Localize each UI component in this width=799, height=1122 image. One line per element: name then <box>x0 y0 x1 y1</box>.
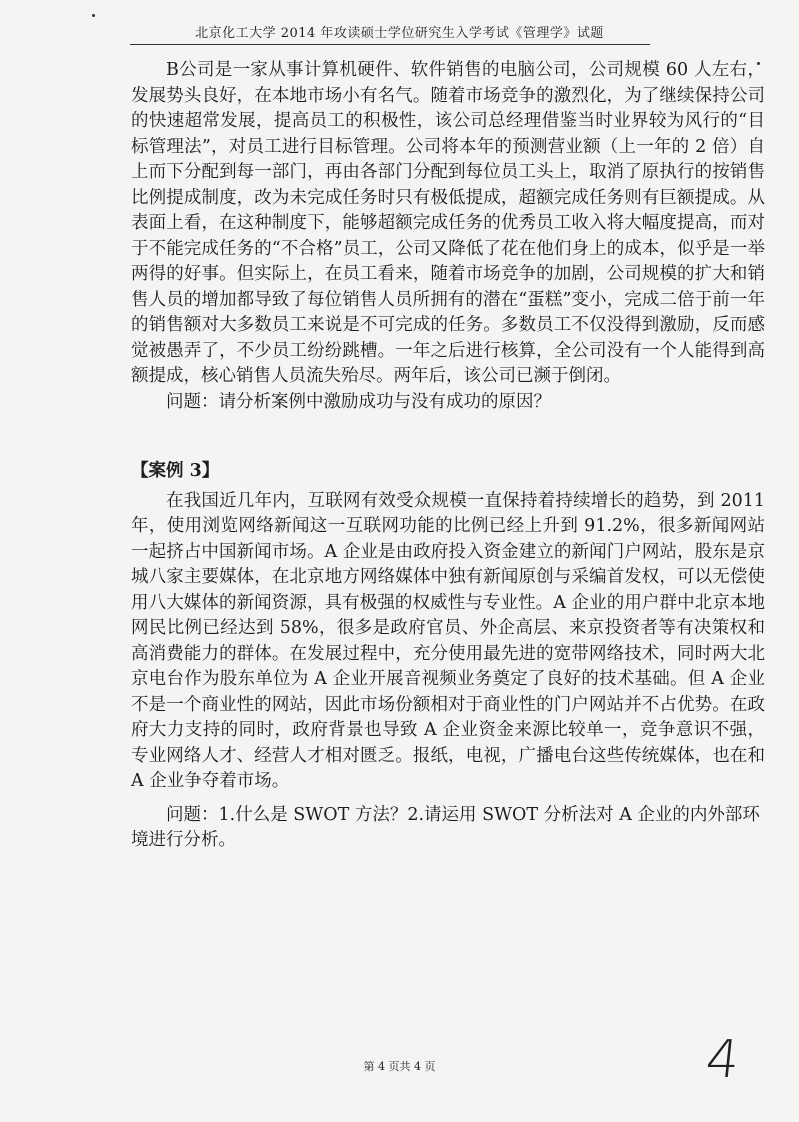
case3-body: 在我国近几年内，互联网有效受众规模一直保持着持续增长的趋势，到 2011 年，使用浏览网络新闻这一互联网功能的比例已经上升到 91.2%，很多新闻网站一起挤占中国新闻市场。A 企业是由政府投入资金建立的新闻门户网站，股东是京城八家主要媒体，在北京地方网络媒体中独有新闻原创与采编首发权，可以无偿使用八大媒体的新闻资源，具有极强的权威性与专业性。A 企业的用户群中北京本地网民比例已经达到 58%，很多是政府官员、外企高层、来京投资者等有决策权和高消费能力的群体。在发展过程中，充分使用最先进的宽带网络技术，同时两大北京电台作为股东单位为 A 企业开展音视频业务奠定了良好的技术基础。但 A 企业不是一个商业性的网站，因此市场份额相对于商业性的门户网站并不占优势。在政府大力支持的同时，政府背景也导致 A 企业资金来源比较单一，竞争意识不强，专业网络人才、经营人才相对匮乏。报纸，电视，广播电台这些传统媒体，也在和 A 企业争夺着市场。 <box>131 490 765 791</box>
page-footer: 第 4 页共 4 页 <box>363 1060 436 1073</box>
case3-question: 问题：1.什么是 SWOT 方法？2.请运用 SWOT 分析法对 A 企业的内外部环境进行分析。 <box>131 804 760 850</box>
case3-heading: 【案例 3】 <box>131 461 220 481</box>
case2-question: 问题：请分析案例中激励成功与没有成功的原因？ <box>166 391 551 412</box>
case2-body: B公司是一家从事计算机硬件、软件销售的电脑公司，公司规模 60 人左右，发展势头良好，在本地市场小有名气。随着市场竞争的激烈化，为了继续保持公司的快速超常发展，提高员工的积极性，该公司总经理借鉴当时业界较为风行的“目标管理法”，对员工进行目标管理。公司将本年的预测营业额（上一年的 2 倍）自上而下分配到每一部门，再由各部门分配到每位员工头上，取消了原执行的按销售比例提成制度，改为未完成任务时只有极低提成，超额完成任务则有巨额提成。从表面上看，在这种制度下，能够超额完成任务的优秀员工收入将大幅度提高，而对于不能完成任务的“不合格”员工，公司又降低了花在他们身上的成本，似乎是一举两得的好事。但实际上，在员工看来，随着市场竞争的加剧，公司规模的扩大和销售人员的增加都导致了每位销售人员所拥有的潜在“蛋糕”变小，完成二倍于前一年的销售额对大多数员工来说是不可完成的任务。多数员工不仅没得到激励，反而感觉被愚弄了，不少员工纷纷跳槽。一年之后进行核算，全公司没有一个人能得到高额提成，核心销售人员流失殆尽。两年后，该公司已濒于倒闭。 <box>131 60 765 386</box>
scan-speck <box>92 14 95 17</box>
handwritten-page-number: 4 <box>702 1030 743 1090</box>
exam-body <box>131 58 765 854</box>
exam-header-title: 北京化工大学 2014 年攻读硕士学位研究生入学考试《管理学》试题 <box>195 26 604 41</box>
header-divider <box>130 44 650 45</box>
